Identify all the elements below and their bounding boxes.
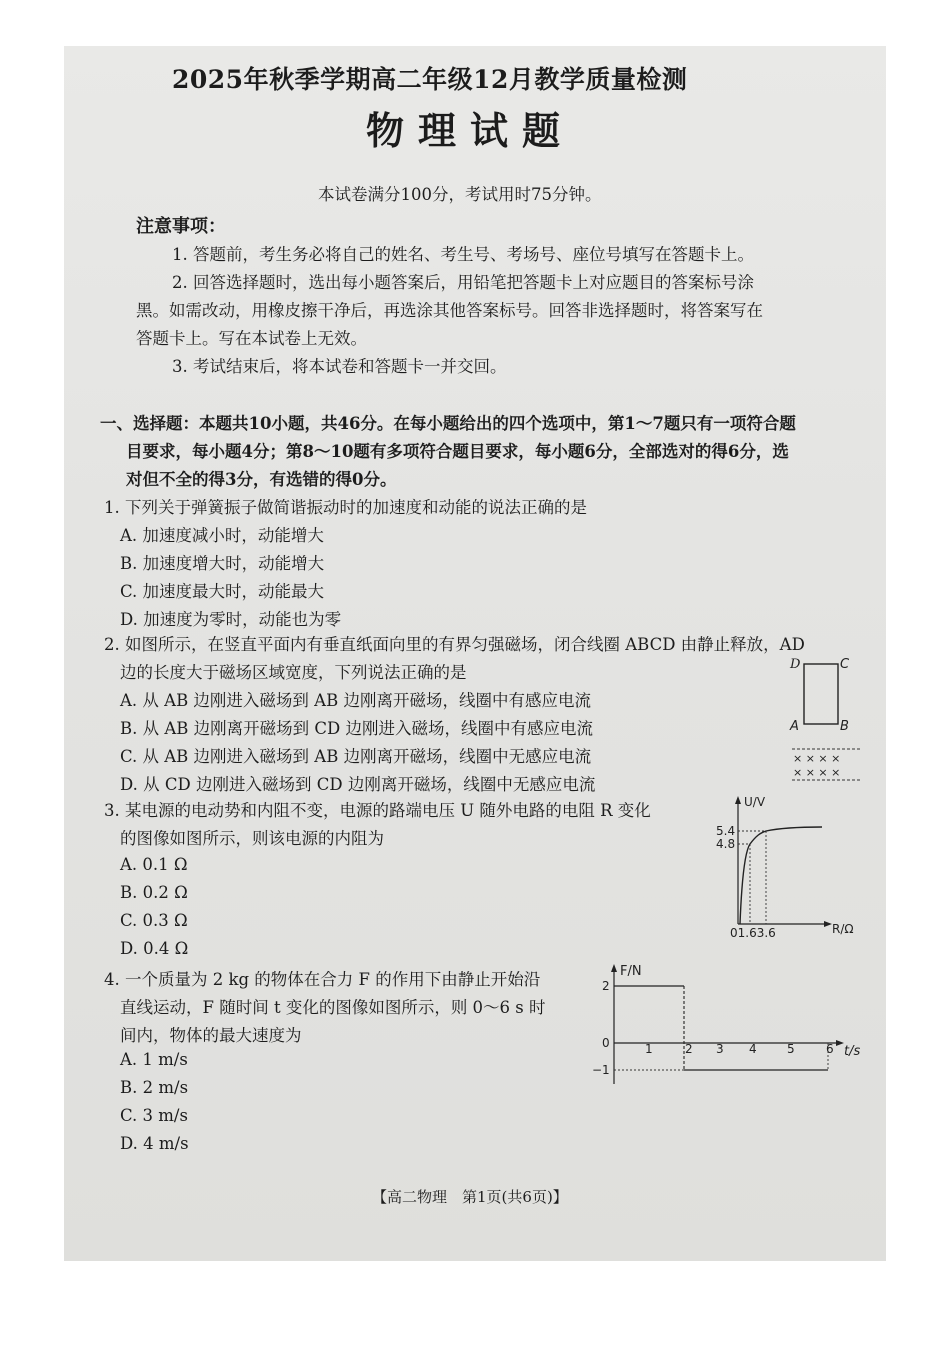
tick-t-4: 4 bbox=[749, 1042, 757, 1056]
coil-rectangle bbox=[804, 664, 838, 724]
notice-item-2: 2. 回答选择题时，选出每小题答案后，用铅笔把答题卡上对应题目的答案标号涂 bbox=[172, 273, 754, 292]
q2-option-b: B. 从 AB 边刚离开磁场到 CD 边刚进入磁场，线圈中有感应电流 bbox=[120, 719, 593, 738]
tick-4-8: 4.8 bbox=[716, 837, 736, 851]
notice-item-3: 3. 考试结束后，将本试卷和答题卡一并交回。 bbox=[172, 357, 507, 376]
u-axis-label: U/V bbox=[744, 795, 766, 809]
tick-t-1: 1 bbox=[645, 1042, 653, 1056]
q1-option-a: A. 加速度减小时，动能增大 bbox=[120, 526, 324, 545]
exam-title: 2025年秋季学期高二年级12月教学质量检测 bbox=[172, 65, 688, 94]
q4-stem: 4. 一个质量为 2 kg 的物体在合力 F 的作用下由静止开始沿 bbox=[104, 970, 541, 989]
q4-ft-graph bbox=[588, 960, 873, 1090]
t-axis-label: t/s bbox=[844, 1044, 861, 1059]
q3-ur-graph bbox=[710, 792, 865, 942]
label-a: A bbox=[790, 719, 799, 734]
r-ticks: 01.63.6 bbox=[730, 926, 776, 940]
section-heading-cont: 目要求，每小题4分；第8～10题有多项符合题目要求，每小题6分，全部选对的得6分，选 bbox=[126, 442, 789, 461]
page-footer: 【高二物理 第1页(共6页)】 bbox=[372, 1188, 568, 1206]
q4-option-c: C. 3 m/s bbox=[120, 1106, 188, 1125]
tick-f-2: 2 bbox=[602, 979, 610, 993]
tick-f-neg1: −1 bbox=[592, 1063, 610, 1077]
q4-option-d: D. 4 m/s bbox=[120, 1134, 189, 1153]
label-b: B bbox=[840, 719, 849, 734]
q1-stem: 1. 下列关于弹簧振子做简谐振动时的加速度和动能的说法正确的是 bbox=[104, 498, 587, 517]
notice-item-2-cont2: 答题卡上。写在本试卷上无效。 bbox=[136, 329, 367, 348]
ur-curve bbox=[740, 827, 822, 924]
f-axis-label: F/N bbox=[620, 964, 642, 979]
field-row-2: × × × × bbox=[793, 766, 841, 779]
tick-f-0: 0 bbox=[602, 1036, 610, 1050]
q2-option-c: C. 从 AB 边刚进入磁场到 AB 边刚离开磁场，线圈中无感应电流 bbox=[120, 747, 592, 766]
section-heading: 一、选择题：本题共10小题，共46分。在每小题给出的四个选项中，第1～7题只有一项符合题 bbox=[100, 414, 796, 433]
tick-5-4: 5.4 bbox=[716, 824, 736, 838]
field-row-1: × × × × bbox=[793, 752, 841, 765]
notice-item-1: 1. 答题前，考生务必将自己的姓名、考生号、考场号、座位号填写在答题卡上。 bbox=[172, 245, 754, 264]
q1-option-d: D. 加速度为零时，动能也为零 bbox=[120, 610, 342, 629]
q3-option-d: D. 0.4 Ω bbox=[120, 939, 189, 958]
q3-option-c: C. 0.3 Ω bbox=[120, 911, 188, 930]
q4-stem-cont2: 间内，物体的最大速度为 bbox=[120, 1026, 302, 1045]
q3-option-b: B. 0.2 Ω bbox=[120, 883, 188, 902]
q1-option-c: C. 加速度最大时，动能最大 bbox=[120, 582, 325, 601]
section-heading-cont2: 对但不全的得3分，有选错的得0分。 bbox=[126, 470, 397, 489]
notice-item-2-cont: 黑。如需改动，用橡皮擦干净后，再选涂其他答案标号。回答非选择题时，将答案写在 bbox=[136, 301, 763, 320]
notice-heading: 注意事项： bbox=[136, 216, 226, 237]
q3-stem: 3. 某电源的电动势和内阻不变，电源的路端电压 U 随外电路的电阻 R 变化 bbox=[104, 801, 651, 820]
label-c: C bbox=[840, 657, 850, 672]
q2-option-a: A. 从 AB 边刚进入磁场到 AB 边刚离开磁场，线圈中有感应电流 bbox=[120, 691, 591, 710]
u-axis-arrow bbox=[735, 796, 741, 804]
r-axis-arrow bbox=[824, 921, 832, 927]
f-axis-arrow bbox=[611, 964, 617, 972]
tick-t-5: 5 bbox=[787, 1042, 795, 1056]
tick-t-6: 6 bbox=[826, 1042, 834, 1056]
q3-option-a: A. 0.1 Ω bbox=[120, 855, 188, 874]
q4-option-b: B. 2 m/s bbox=[120, 1078, 189, 1097]
subject-title: 物理试题 bbox=[366, 108, 575, 153]
tick-t-3: 3 bbox=[716, 1042, 724, 1056]
q2-stem-cont: 边的长度大于磁场区域宽度，下列说法正确的是 bbox=[120, 663, 467, 682]
q2-option-d: D. 从 CD 边刚进入磁场到 CD 边刚离开磁场，线圈中无感应电流 bbox=[120, 775, 596, 794]
q3-stem-cont: 的图像如图所示，则该电源的内阻为 bbox=[120, 829, 384, 848]
r-axis-label: R/Ω bbox=[832, 922, 854, 936]
q1-option-b: B. 加速度增大时，动能增大 bbox=[120, 554, 325, 573]
t-axis-arrow bbox=[836, 1040, 844, 1046]
label-d: D bbox=[790, 657, 801, 672]
q4-option-a: A. 1 m/s bbox=[120, 1050, 188, 1069]
q2-coil-figure bbox=[780, 655, 870, 785]
tick-t-2: 2 bbox=[685, 1042, 693, 1056]
q2-stem: 2. 如图所示，在竖直平面内有垂直纸面向里的有界匀强磁场，闭合线圈 ABCD 由静止释放，AD bbox=[104, 635, 805, 654]
exam-info: 本试卷满分100分，考试用时75分钟。 bbox=[318, 185, 602, 204]
q4-stem-cont: 直线运动，F 随时间 t 变化的图像如图所示，则 0～6 s 时 bbox=[120, 998, 546, 1017]
